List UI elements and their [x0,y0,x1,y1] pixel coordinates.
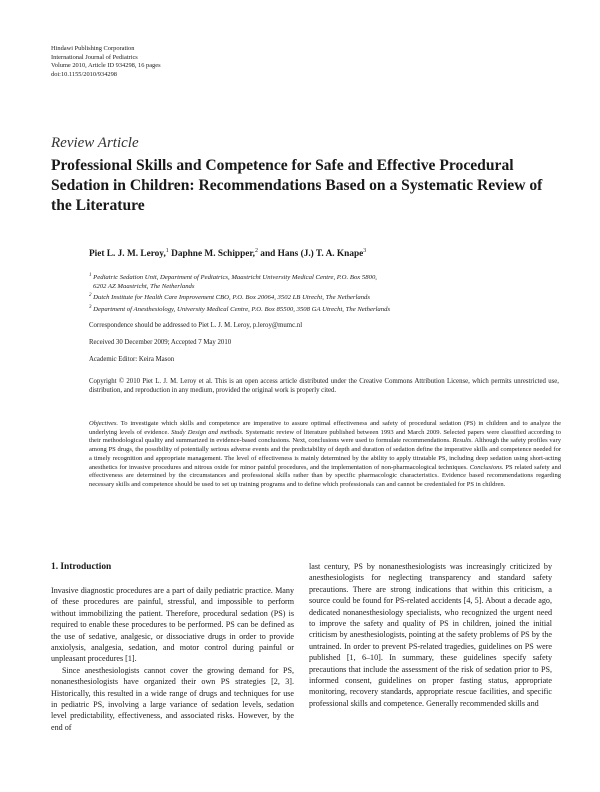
author-list [89,248,366,259]
received-dates: Received 30 December 2009; Accepted 7 May 2010 [89,339,232,346]
doi[interactable]: doi:10.1155/2010/934298 [51,70,117,78]
author-affil-mark: 2 [254,248,258,254]
paragraph: Invasive diagnostic procedures are a part of daily pediatric practice. Many of these procedures are painful, stressful, and impossible to perform without immobilizing the patient. Therefore, procedural sedation (PS) is required to enable these procedures to be performed. PS can be defined as the use of sedative, analgesic, or dissociative drugs in order to provide anxiolysis, analgesia, sedation, and motor control during painful or unpleasant procedures [1]. [51,586,294,664]
affiliation: $^1$ Pediatric Sedation Unit, Department of Pediatrics, Maastricht University Medical Centre, P.O. Box 5800, [89,273,377,282]
academic-editor: Academic Editor: Keira Mason [89,356,175,363]
affiliation: $^3$ Department of Anesthesiology, University Medical Centre, P.O. Box 85500, 3508 GA Utrecht, The Netherlands [89,304,391,313]
publisher-name: Hindawi Publishing Corporation [51,45,135,52]
affiliation: $^2$ Dutch Institute for Health Care Improvement CBO, P.O. Box 20064, 3502 LB Utrecht, The Netherlands [89,293,370,302]
journal-header [51,45,161,79]
body-column-right [309,561,552,709]
abstract: Objectives. To investigate which skills and competence are imperative to assure optimal effectiveness and safety of procedural sedation (PS) in children and to analyze the underlying levels of evidence. Study Design and methods. Systematic review of literature published between 1993 and March 2009. Selected papers were classified according to their methodological quality and summarized in evidence-based conclusions. Next, conclusions were used to formulate recommendations. Results. Although the safety profiles vary among PS drugs, the possibility of potentially serious adverse events and the predictability of depth and duration of sedation define the imperative skills and competence needed for a timely recognition and appropriate management. The level of effectiveness is mainly determined by the ability to apply titratable PS, including deep sedation using short-acting anesthetics for invasive procedures and nitrous oxide for minor painful procedures, and the implementation of non-pharmacological techniques. Conclusions. PS related safety and effectiveness are determined by the circumstances and professional skills rather than by specific pharmacologic characteristics. Evidence based recommendations regarding necessary skills and competence should be used to set up training programs and to define which professionals can and cannot be credentialed for PS in children. [89,420,561,488]
section-heading: 1. Introduction [51,562,112,572]
journal-name: International Journal of Pediatrics [51,53,138,61]
author-affil-mark: 3 [363,248,367,254]
abstract-design-label: Study Design and methods. [171,428,244,436]
affiliations [89,271,559,314]
volume-info: Volume 2010, Article ID 934298, 16 pages [51,62,161,70]
author-name: Piet L. J. M. Leroy, [89,249,166,260]
correspondence: Correspondence should be addressed to Piet L. J. M. Leroy, p.leroy@mumc.nl [89,322,303,329]
paragraph: last century, PS by nonanesthesiologists was increasingly criticized by anesthesiologists for neglecting transparency and standard safety precautions. There are strong indications that within this criticism, a source could be found for PS-related accidents [4, 5]. About a decade ago, dedicated nonanesthesiology specialists, who recognized the urgent need to improve the safety and quality of PS in children, joined the initial criticism by anesthesiologists, pointing at the safety problems of PS by the untrained. In order to prevent PS-related tragedies, guidelines on PS were published [1, 6–10]. In summary, these guidelines specify safety precautions that include the assessment of the risk of sedation prior to PS, informed consent, guidelines on proper fasting status, appropriate monitoring, recovery standards, appropriate rescue facilities, and specific professional skills and competence. Generally recommended skills and [309,562,552,708]
author-name: Daphne M. Schipper, [168,249,255,260]
copyright: Copyright © 2010 Piet L. J. M. Leroy et al. This is an open access article distributed under the Creative Commons Attribution License, which permits unrestricted use, distribution, and reproduction in any medium, provided the original work is properly cited. [89,378,559,394]
paragraph: Since anesthesiologists cannot cover the growing demand for PS, nonanesthesiologists have organized their own PS strategies [2, 3]. Historically, this resulted in a wide range of drugs and techniques for use in pediatric PS, involving a large variance of sedation levels, sedation level predictability, effectiveness, and associated risks. However, by the end of [51,665,294,732]
article-type: Review Article [51,135,139,151]
abstract-results-label: Results. [452,437,473,445]
body-column-left [51,585,294,733]
paper-title: Professional Skills and Competence for Safe and Effective Procedural Sedation in Children: Recommendations Based on a Systematic Review of the Literature [51,157,543,214]
author-affil-mark: 1 [165,248,169,254]
affiliation-cont: 6202 AZ Maastricht, The Netherlands [93,283,195,291]
author-name: and Hans (J.) T. A. Knape [257,249,364,260]
abstract-conclusions-label: Conclusions. [469,463,504,471]
abstract-objectives-label: Objectives. [89,420,119,427]
